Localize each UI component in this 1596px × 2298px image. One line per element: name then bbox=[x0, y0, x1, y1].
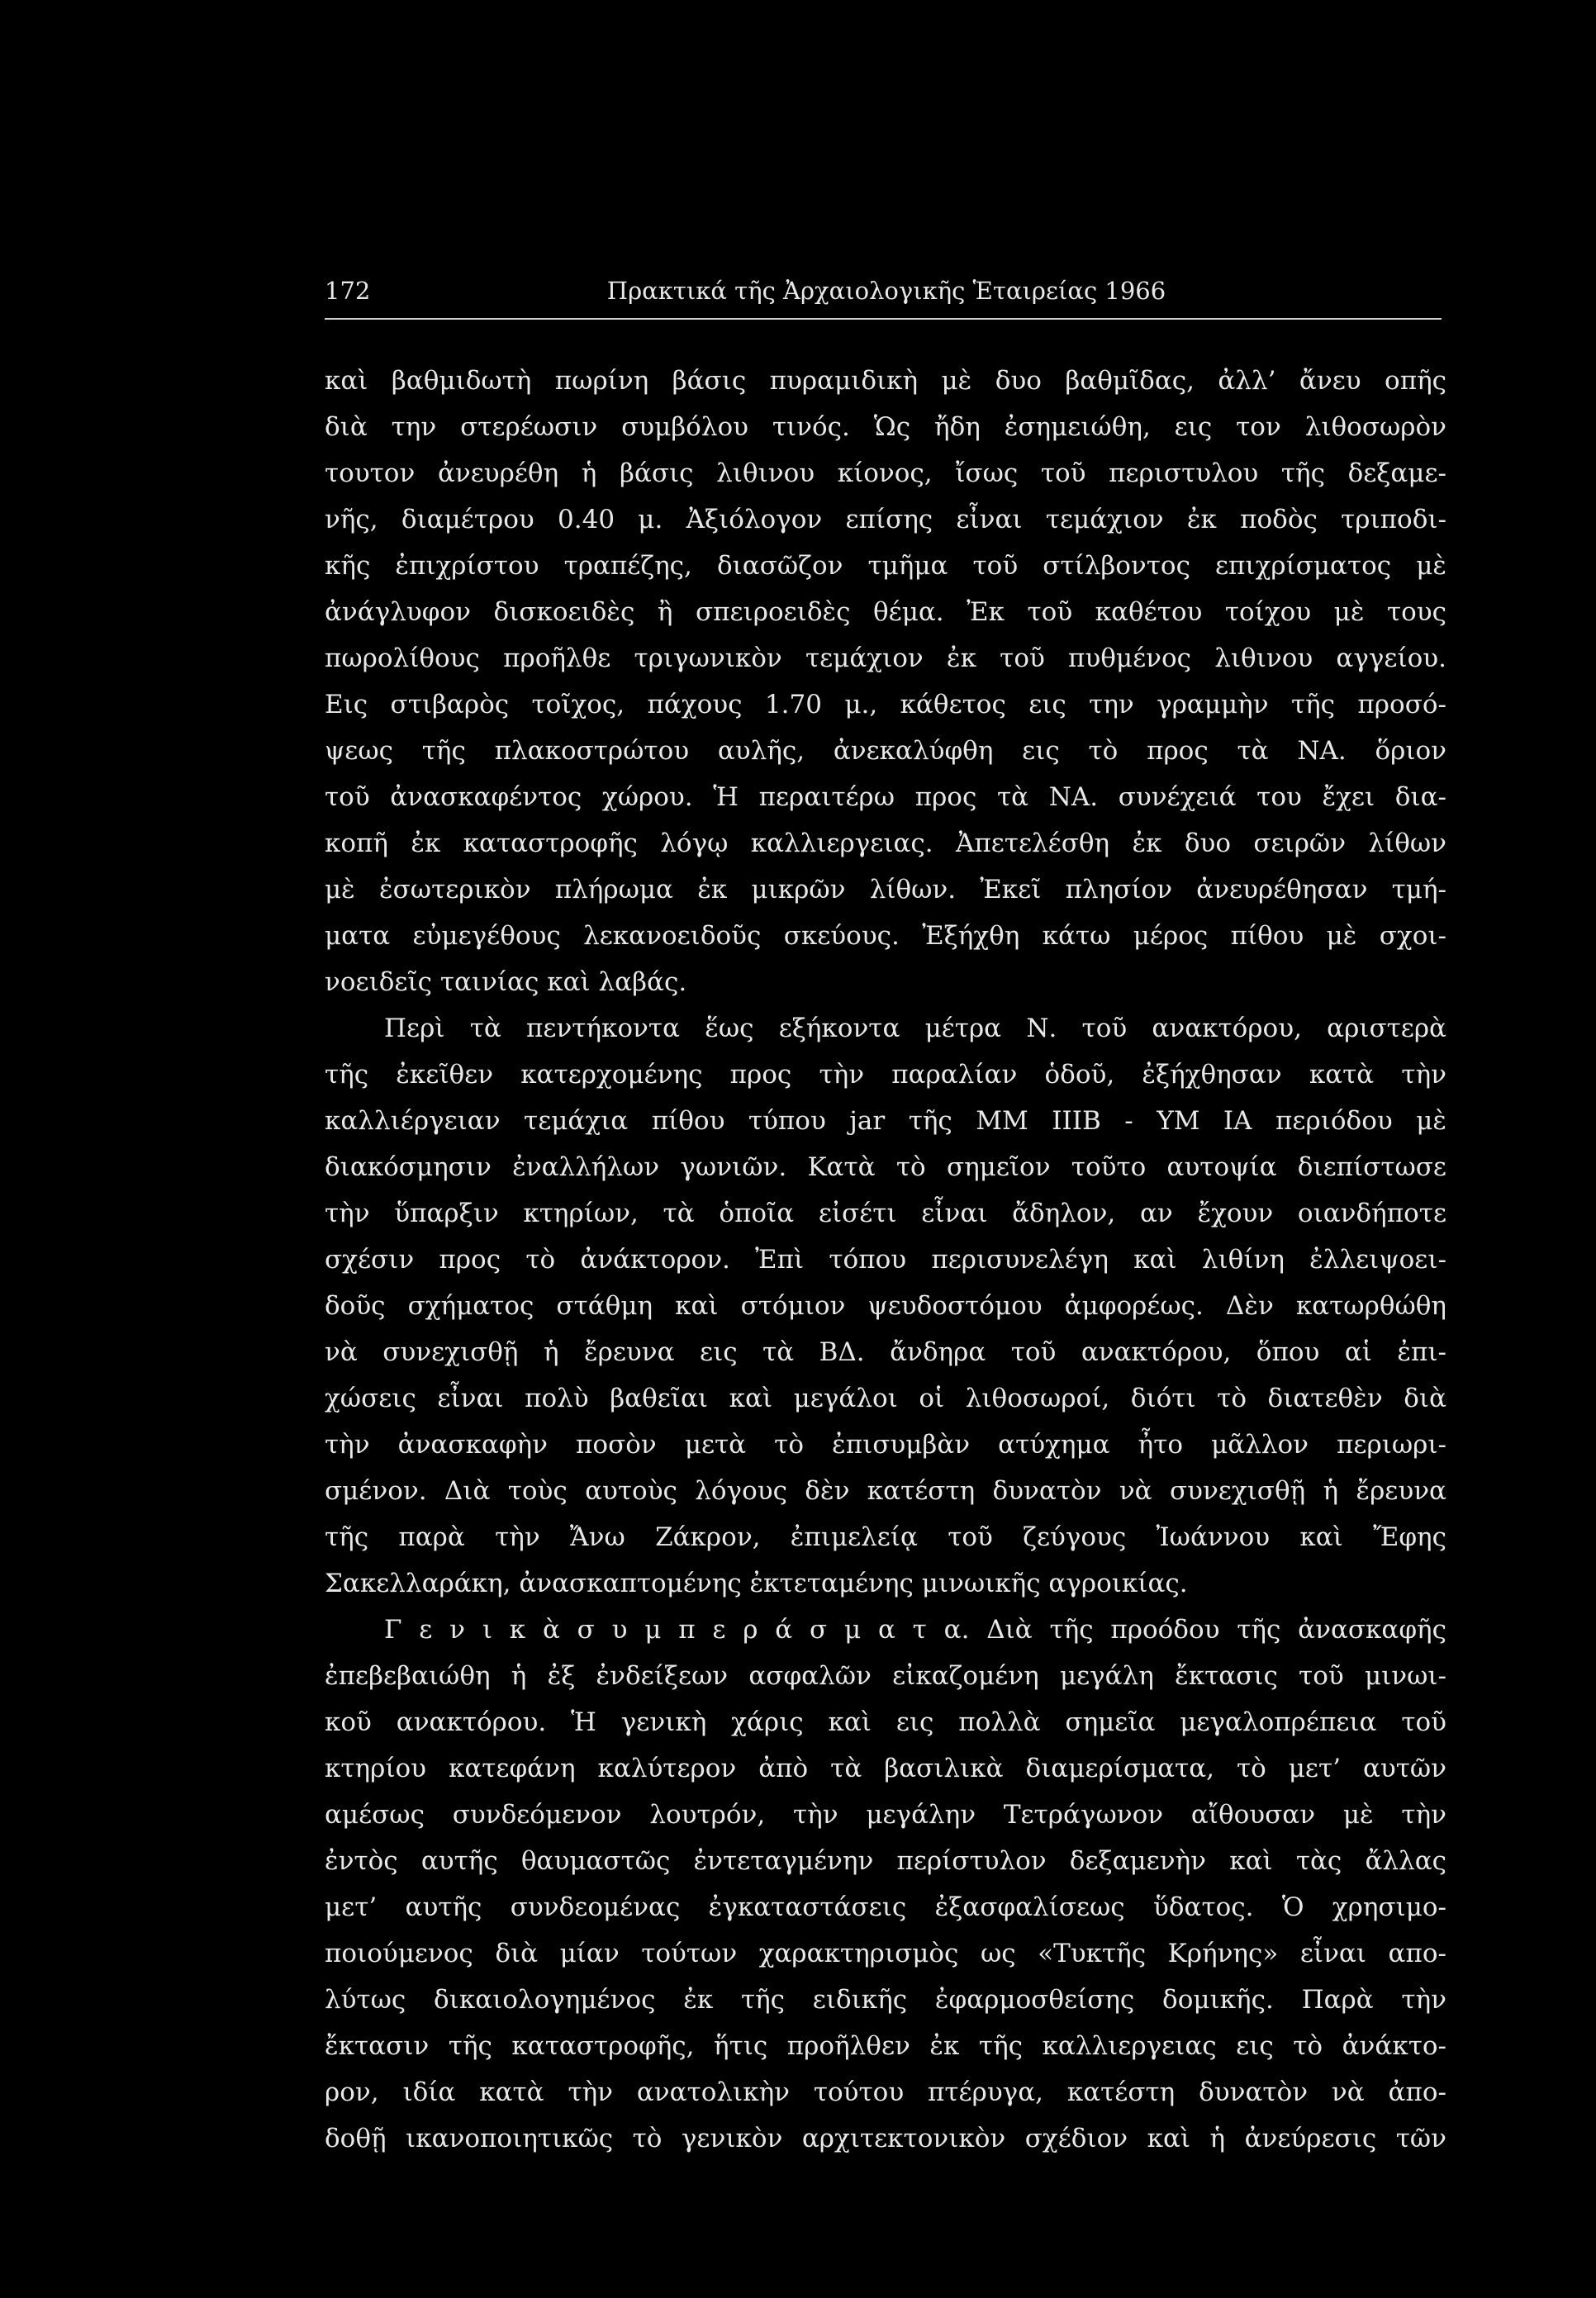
text-line: ψεως τῆς πλακοστρώτου αυλῆς, ἀνεκαλύφθη εις τὸ προς τὰ ΝΑ. ὅριον bbox=[325, 736, 1446, 766]
text-line: κτηρίου κατεφάνη καλύτερον ἀπὸ τὰ βασιλικὰ διαμερίσματα, τὸ μετ’ αυτῶν bbox=[325, 1754, 1446, 1783]
text-line: ρον, ιδία κατὰ τὴν ανατολικὴν τούτου πτέρυγα, κατέστη δυνατὸν νὰ ἀπο- bbox=[325, 2077, 1446, 2107]
text-line: μετ’ αυτῆς συνδεομένας ἐγκαταστάσεις ἐξασφαλίσεως ὕδατος. Ὁ χρησιμο- bbox=[325, 1892, 1446, 1922]
text-line: κῆς ἐπιχρίστου τραπέζης, διασῶζον τμῆμα τοῦ στίλβοντος επιχρίσματος μὲ bbox=[325, 551, 1446, 581]
text-line: Περὶ τὰ πεντήκοντα ἕως εξήκοντα μέτρα Ν. τοῦ ανακτόρου, αριστερὰ bbox=[384, 1014, 1446, 1043]
text-line: διὰ την στερέωσιν συμβόλου τινός. Ὡς ἤδη ἐσημειώθη, εις τον λιθοσωρὸν bbox=[325, 412, 1446, 442]
text-line: τῆς παρὰ τὴν Ἄνω Ζάκρον, ἐπιμελείᾳ τοῦ ζεύγους Ἰωάννου καὶ Ἔφης bbox=[325, 1522, 1446, 1552]
text-line: διακόσμησιν ἐναλλήλων γωνιῶν. Κατὰ τὸ σημεῖον τοῦτο αυτοψία διεπίστωσε bbox=[325, 1152, 1446, 1182]
text-line: ἐπεβεβαιώθη ἡ ἐξ ἐνδείξεων ασφαλῶν εἰκαζομένη μεγάλη ἔκτασις τοῦ μινωι- bbox=[325, 1661, 1446, 1691]
text-line: τὴν ὕπαρξιν κτηρίων, τὰ ὁποῖα εἰσέτι εἶναι ἄδηλον, αν ἔχουν οιανδήποτε bbox=[325, 1199, 1446, 1228]
text-line: τὴν ἀνασκαφὴν ποσὸν μετὰ τὸ ἐπισυμβὰν ατύχημα ἦτο μᾶλλον περιωρι- bbox=[325, 1430, 1446, 1460]
text-line: νῆς, διαμέτρου 0.40 μ. Ἀξιόλογον επίσης εἶναι τεμάχιον ἐκ ποδὸς τριποδι- bbox=[325, 505, 1446, 534]
page-number: 172 bbox=[325, 277, 371, 305]
text-line: Γ ε ν ι κ ὰ σ υ μ π ε ρ ά σ μ α τ α. Διὰ τῆς προόδου τῆς ἀνασκαφῆς bbox=[384, 1615, 1446, 1645]
text-line: μὲ ἐσωτερικὸν πλήρωμα ἐκ μικρῶν λίθων. Ἐκεῖ πλησίον ἀνευρέθησαν τμή- bbox=[325, 875, 1446, 904]
text-line: νὰ συνεχισθῇ ἡ ἔρευνα εις τὰ ΒΔ. ἄνδηρα τοῦ ανακτόρου, ὅπου αἱ ἐπι- bbox=[325, 1337, 1446, 1367]
text-line: καλλιέργειαν τεμάχια πίθου τύπου jar τῆς ΜΜ ΙΙΙΒ - ΥΜ ΙΑ περιόδου μὲ bbox=[325, 1106, 1446, 1136]
text-line: δοῦς σχήματος στάθμη καὶ στόμιον ψευδοστόμου ἀμφορέως. Δὲν κατωρθώθη bbox=[325, 1291, 1446, 1321]
text-line: χώσεις εἶναι πολὺ βαθεῖαι καὶ μεγάλοι οἱ λιθοσωροί, διότι τὸ διατεθὲν διὰ bbox=[325, 1384, 1446, 1413]
text-line: σχέσιν προς τὸ ἀνάκτορον. Ἐπὶ τόπου περισυνελέγη καὶ λιθίνη ἐλλειψοει- bbox=[325, 1245, 1446, 1275]
text-line: ποιούμενος διὰ μίαν τούτων χαρακτηρισμὸς ως «Τυκτῆς Κρήνης» εἶναι απο- bbox=[325, 1939, 1446, 1968]
text-line: λύτως δικαιολογημένος ἐκ τῆς ειδικῆς ἐφαρμοσθείσης δομικῆς. Παρὰ τὴν bbox=[325, 1985, 1446, 2015]
header-rule bbox=[325, 318, 1442, 320]
running-title: Πρακτικά τῆς Ἀρχαιολογικῆς Ἑταιρείας 1966 bbox=[606, 277, 1166, 305]
text-line: ἐντὸς αυτῆς θαυμαστῶς ἐντεταγμένην περίστυλον δεξαμενὴν καὶ τὰς ἄλλας bbox=[325, 1846, 1446, 1876]
text-line: κοπῆ ἐκ καταστροφῆς λόγῳ καλλιεργειας. Ἀπετελέσθη ἐκ δυο σειρῶν λίθων bbox=[325, 829, 1446, 858]
text-line: Εις στιβαρὸς τοῖχος, πάχους 1.70 μ., κάθετος εις την γραμμὴν τῆς προσό- bbox=[325, 690, 1446, 719]
text-line: τῆς ἐκεῖθεν κατερχομένης προς τὴν παραλίαν ὁδοῦ, ἐξήχθησαν κατὰ τὴν bbox=[325, 1060, 1446, 1090]
text-line: τοῦ ἀνασκαφέντος χώρου. Ἡ περαιτέρω προς τὰ ΝΑ. συνέχειά του ἔχει δια- bbox=[325, 782, 1446, 812]
text-line: πωρολίθους προῆλθε τριγωνικὸν τεμάχιον ἐκ τοῦ πυθμένος λιθινου αγγείου. bbox=[325, 643, 1446, 673]
text-line: τουτον ἀνευρέθη ἡ βάσις λιθινου κίονος, ἴσως τοῦ περιστυλου τῆς δεξαμε- bbox=[325, 458, 1446, 488]
text-line: κοῦ ανακτόρου. Ἡ γενικὴ χάρις καὶ εις πολλὰ σημεῖα μεγαλοπρέπεια τοῦ bbox=[325, 1707, 1446, 1737]
text-line: Σακελλαράκη, ἀνασκαπτομένης ἐκτεταμένης μινωικῆς αγροικίας. bbox=[325, 1569, 1188, 1598]
text-line: νοειδεῖς ταινίας καὶ λαβάς. bbox=[325, 967, 687, 997]
text-line: ἀνάγλυφον δισκοειδὲς ἢ σπειροειδὲς θέμα. Ἐκ τοῦ καθέτου τοίχου μὲ τους bbox=[325, 597, 1446, 627]
text-line: καὶ βαθμιδωτὴ πωρίνη βάσις πυραμιδικὴ μὲ δυο βαθμῖδας, ἀλλ’ ἄνευ οπῆς bbox=[325, 366, 1446, 396]
page-header bbox=[325, 270, 1448, 311]
text-line: σμένον. Διὰ τοὺς αυτοὺς λόγους δὲν κατέστη δυνατὸν νὰ συνεχισθῇ ἡ ἔρευνα bbox=[325, 1476, 1446, 1506]
text-line: ἔκτασιν τῆς καταστροφῆς, ἥτις προῆλθεν ἐκ τῆς καλλιεργειας εις τὸ ἀνάκτο- bbox=[325, 2031, 1446, 2061]
body-text bbox=[325, 358, 1446, 2162]
text-line: αμέσως συνδεόμενον λουτρόν, τὴν μεγάλην Τετράγωνον αἴθουσαν μὲ τὴν bbox=[325, 1800, 1446, 1830]
text-line: δοθῇ ικανοποιητικῶς τὸ γενικὸν αρχιτεκτονικὸν σχέδιον καὶ ἡ ἀνεύρεσις τῶν bbox=[325, 2124, 1446, 2153]
text-line: ματα εὐμεγέθους λεκανοειδοῦς σκεύους. Ἐξήχθη κάτω μέρος πίθου μὲ σχοι- bbox=[325, 921, 1446, 951]
